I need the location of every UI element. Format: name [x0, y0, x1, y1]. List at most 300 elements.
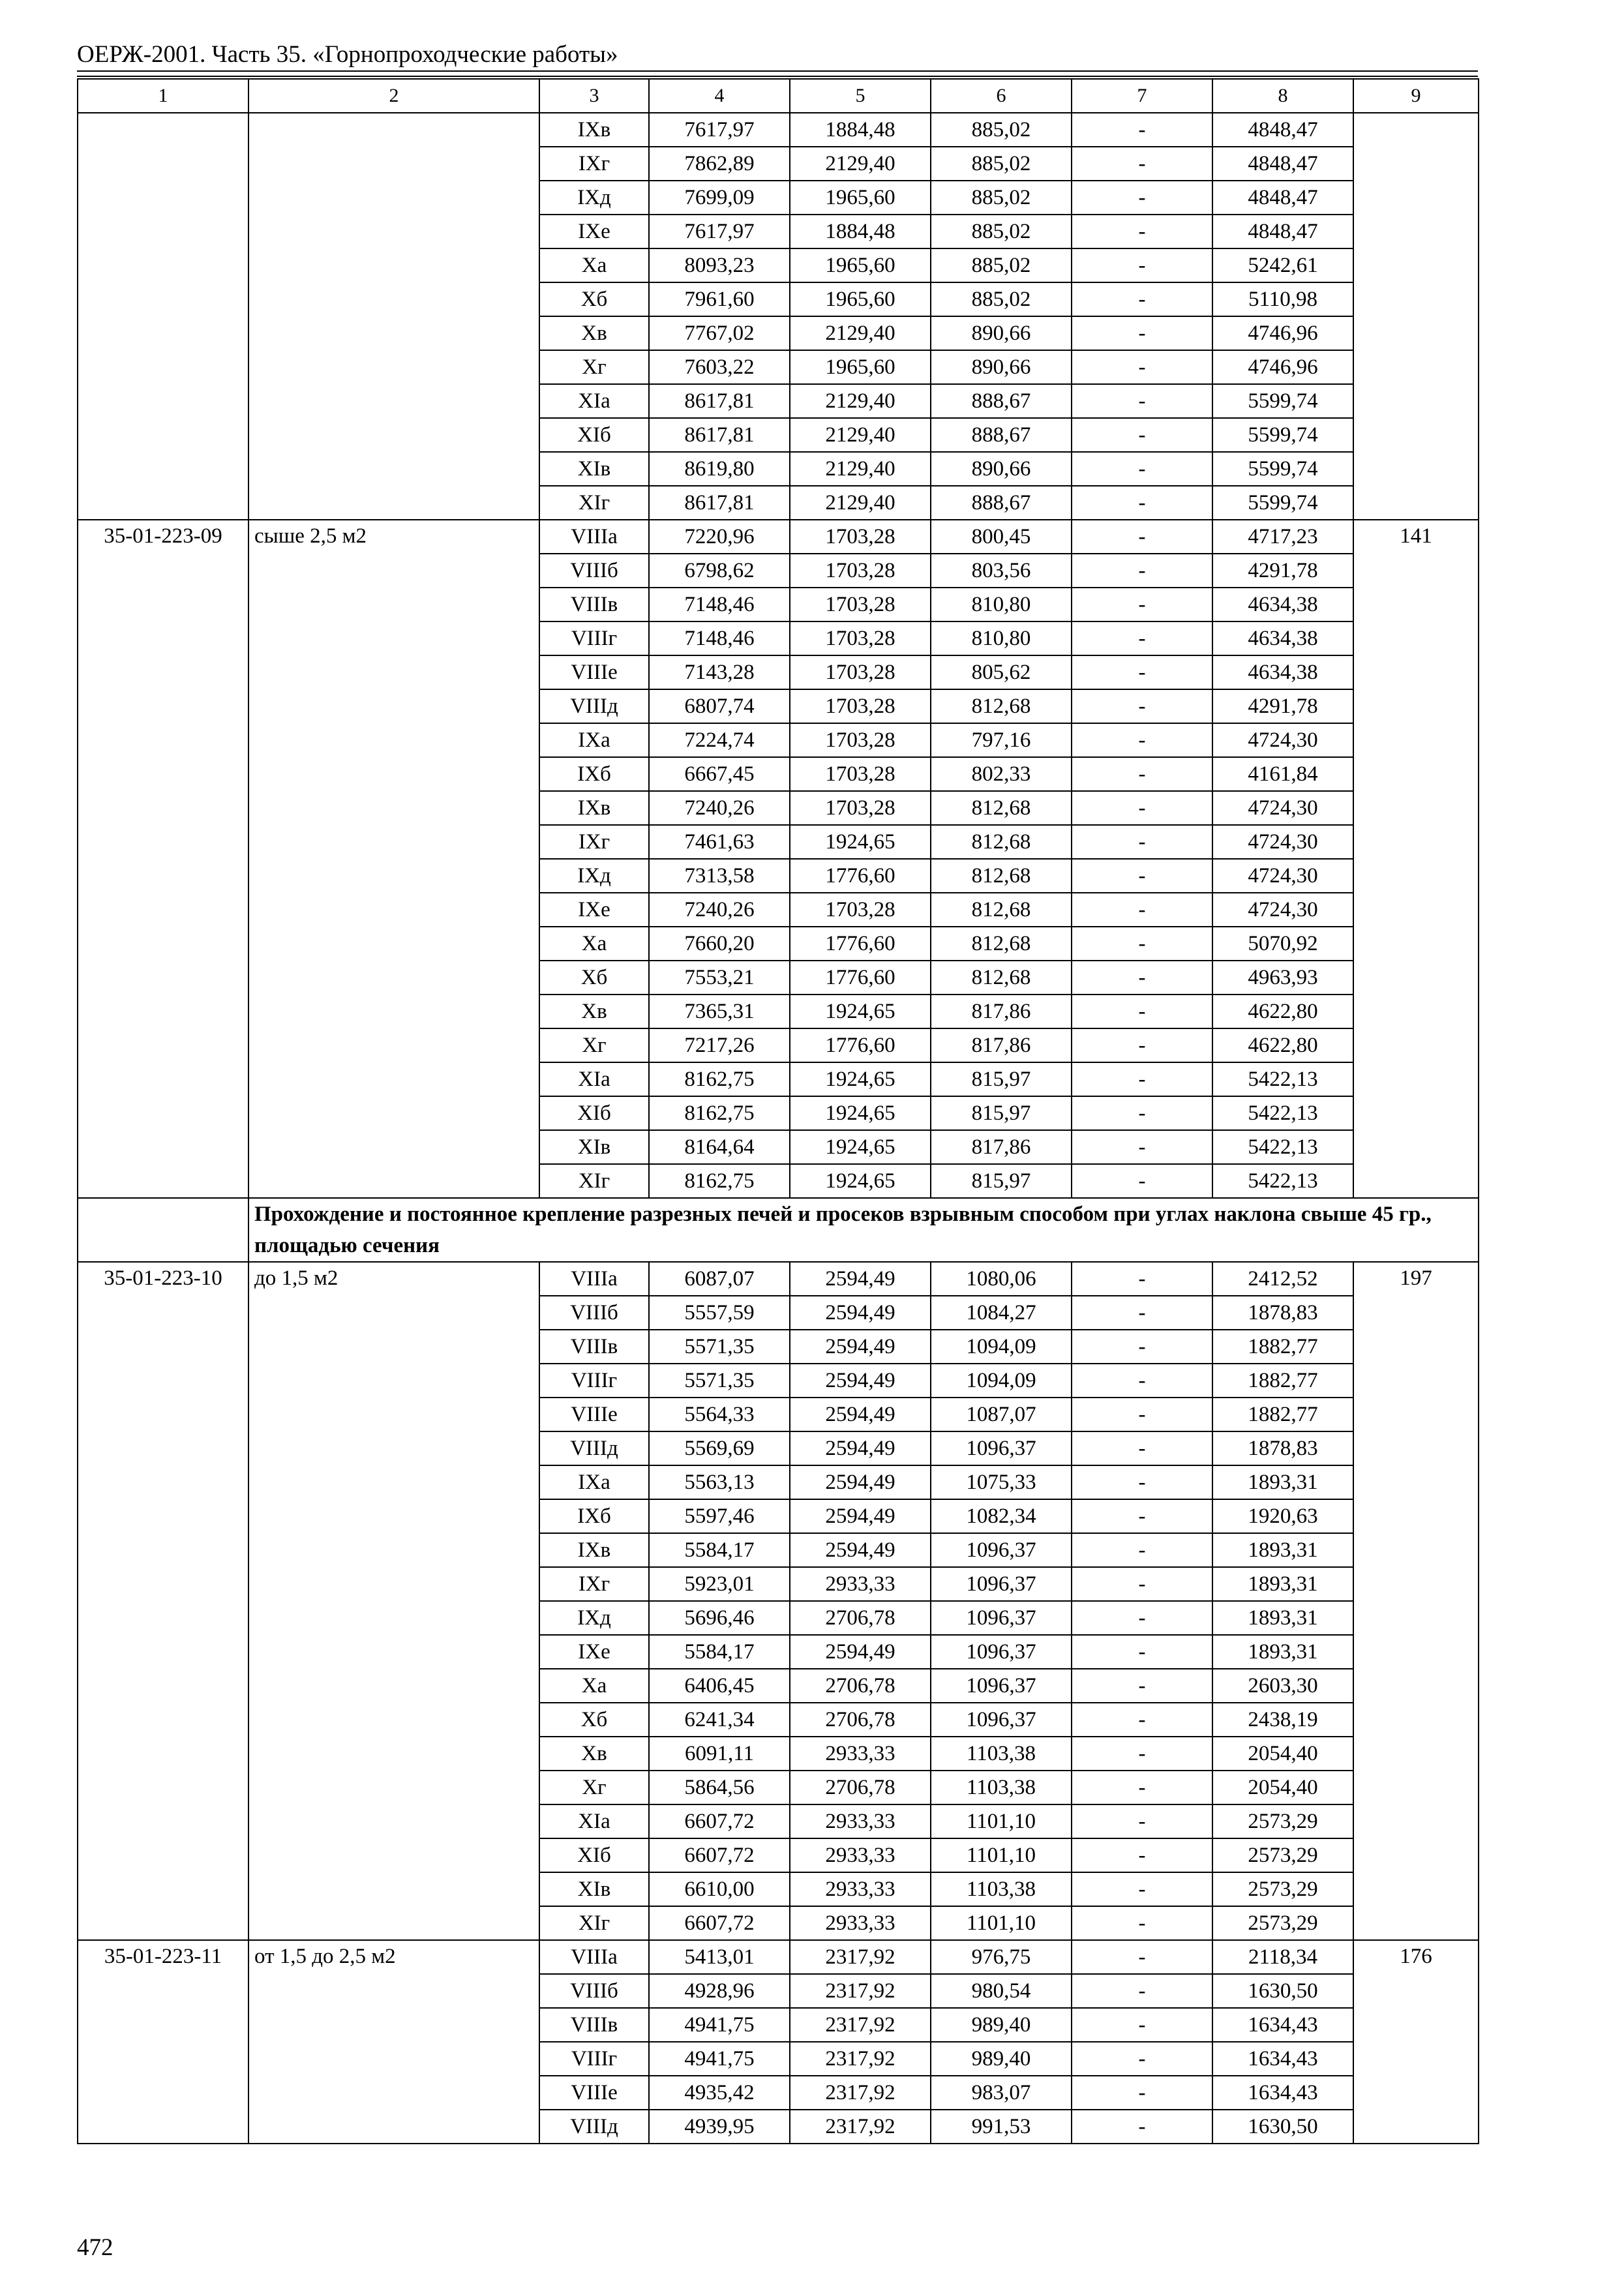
section-heading: Прохождение и постоянное крепление разрезных печей и просеков взрывным способом при углах наклона свыше 45 гр., площадью сечения — [248, 1198, 1479, 1262]
machine-cost-cell: 817,86 — [931, 1028, 1072, 1062]
resource-class-cell: Xа — [539, 1669, 649, 1703]
wages-cell: 2594,49 — [790, 1465, 931, 1499]
materials-cell: 1893,31 — [1212, 1533, 1353, 1567]
resource-class-cell: IXа — [539, 1465, 649, 1499]
section-heading-row — [78, 1198, 1479, 1262]
driver-wages-cell: - — [1072, 1398, 1212, 1431]
page-number: 472 — [77, 2234, 113, 2261]
driver-wages-cell: - — [1072, 1296, 1212, 1330]
direct-cost-cell: 7961,60 — [649, 282, 790, 316]
wages-cell: 1776,60 — [790, 1028, 931, 1062]
driver-wages-cell: - — [1072, 1533, 1212, 1567]
wages-cell: 2129,40 — [790, 486, 931, 520]
materials-cell: 4724,30 — [1212, 893, 1353, 927]
machine-cost-cell: 888,67 — [931, 418, 1072, 452]
driver-wages-cell: - — [1072, 1499, 1212, 1533]
machine-cost-cell: 1101,10 — [931, 1804, 1072, 1838]
machine-cost-cell: 812,68 — [931, 791, 1072, 825]
wages-cell: 2933,33 — [790, 1804, 931, 1838]
resource-class-cell: IXа — [539, 723, 649, 757]
materials-cell: 4848,47 — [1212, 215, 1353, 248]
materials-cell: 5070,92 — [1212, 927, 1353, 961]
machine-cost-cell: 1103,38 — [931, 1771, 1072, 1804]
direct-cost-cell: 7862,89 — [649, 147, 790, 181]
driver-wages-cell: - — [1072, 1364, 1212, 1398]
machine-cost-cell: 983,07 — [931, 2076, 1072, 2110]
materials-cell: 4634,38 — [1212, 621, 1353, 655]
direct-cost-cell: 7767,02 — [649, 316, 790, 350]
materials-cell: 5422,13 — [1212, 1164, 1353, 1198]
resource-class-cell: VIIIа — [539, 520, 649, 554]
driver-wages-cell: - — [1072, 655, 1212, 689]
resource-class-cell: IXг — [539, 825, 649, 859]
resource-class-cell: VIIIг — [539, 1364, 649, 1398]
resource-class-cell: IXг — [539, 1567, 649, 1601]
materials-cell: 2603,30 — [1212, 1669, 1353, 1703]
wages-cell: 1703,28 — [790, 588, 931, 621]
direct-cost-cell: 6607,72 — [649, 1838, 790, 1872]
machine-cost-cell: 817,86 — [931, 995, 1072, 1028]
wages-cell: 2706,78 — [790, 1601, 931, 1635]
driver-wages-cell: - — [1072, 1096, 1212, 1130]
materials-cell: 5422,13 — [1212, 1096, 1353, 1130]
resource-class-cell: XIв — [539, 1130, 649, 1164]
wages-cell: 1924,65 — [790, 1096, 931, 1130]
driver-wages-cell: - — [1072, 927, 1212, 961]
resource-class-cell: Xв — [539, 1737, 649, 1771]
resource-class-cell: IXе — [539, 893, 649, 927]
machine-cost-cell: 1094,09 — [931, 1330, 1072, 1364]
driver-wages-cell: - — [1072, 859, 1212, 893]
machine-cost-cell: 1096,37 — [931, 1601, 1072, 1635]
machine-cost-cell: 1094,09 — [931, 1364, 1072, 1398]
resource-class-cell: XIа — [539, 384, 649, 418]
materials-cell: 1634,43 — [1212, 2042, 1353, 2076]
driver-wages-cell: - — [1072, 1601, 1212, 1635]
resource-class-cell: XIа — [539, 1804, 649, 1838]
labor-cost-cell: 176 — [1353, 1940, 1479, 2144]
wages-cell: 2129,40 — [790, 452, 931, 486]
direct-cost-cell: 5413,01 — [649, 1940, 790, 1974]
machine-cost-cell: 817,86 — [931, 1130, 1072, 1164]
wages-cell: 2317,92 — [790, 1940, 931, 1974]
materials-cell: 4634,38 — [1212, 588, 1353, 621]
direct-cost-cell: 7660,20 — [649, 927, 790, 961]
machine-cost-cell: 989,40 — [931, 2042, 1072, 2076]
wages-cell: 1924,65 — [790, 1130, 931, 1164]
direct-cost-cell: 5563,13 — [649, 1465, 790, 1499]
materials-cell: 1634,43 — [1212, 2008, 1353, 2042]
driver-wages-cell: - — [1072, 1431, 1212, 1465]
materials-cell: 2573,29 — [1212, 1906, 1353, 1940]
direct-cost-cell: 7461,63 — [649, 825, 790, 859]
machine-cost-cell: 812,68 — [931, 893, 1072, 927]
table-body — [78, 79, 1479, 2144]
driver-wages-cell: - — [1072, 1838, 1212, 1872]
column-number-cell: 5 — [790, 79, 931, 113]
direct-cost-cell: 4928,96 — [649, 1974, 790, 2008]
direct-cost-cell: 7553,21 — [649, 961, 790, 995]
rate-code-cell: 35-01-223-10 — [78, 1262, 248, 1940]
wages-cell: 2317,92 — [790, 2008, 931, 2042]
driver-wages-cell: - — [1072, 1635, 1212, 1669]
resource-class-cell: Xв — [539, 316, 649, 350]
wages-cell: 1924,65 — [790, 995, 931, 1028]
work-name-cell — [248, 113, 539, 520]
wages-cell: 2706,78 — [790, 1669, 931, 1703]
driver-wages-cell: - — [1072, 1028, 1212, 1062]
materials-cell: 1878,83 — [1212, 1296, 1353, 1330]
materials-cell: 1878,83 — [1212, 1431, 1353, 1465]
direct-cost-cell: 8093,23 — [649, 248, 790, 282]
machine-cost-cell: 805,62 — [931, 655, 1072, 689]
driver-wages-cell: - — [1072, 723, 1212, 757]
materials-cell: 4963,93 — [1212, 961, 1353, 995]
resource-class-cell: XIг — [539, 1164, 649, 1198]
resource-class-cell: VIIIе — [539, 655, 649, 689]
resource-class-cell: VIIIе — [539, 1398, 649, 1431]
machine-cost-cell: 980,54 — [931, 1974, 1072, 2008]
direct-cost-cell: 6610,00 — [649, 1872, 790, 1906]
driver-wages-cell: - — [1072, 350, 1212, 384]
direct-cost-cell: 8162,75 — [649, 1096, 790, 1130]
wages-cell: 1965,60 — [790, 350, 931, 384]
direct-cost-cell: 7240,26 — [649, 893, 790, 927]
wages-cell: 2129,40 — [790, 316, 931, 350]
materials-cell: 5599,74 — [1212, 384, 1353, 418]
machine-cost-cell: 1096,37 — [931, 1635, 1072, 1669]
machine-cost-cell: 885,02 — [931, 181, 1072, 215]
direct-cost-cell: 6667,45 — [649, 757, 790, 791]
machine-cost-cell: 812,68 — [931, 859, 1072, 893]
direct-cost-cell: 5571,35 — [649, 1330, 790, 1364]
rate-code-cell — [78, 113, 248, 520]
wages-cell: 1703,28 — [790, 893, 931, 927]
wages-cell: 2129,40 — [790, 147, 931, 181]
materials-cell: 2573,29 — [1212, 1804, 1353, 1838]
machine-cost-cell: 1101,10 — [931, 1838, 1072, 1872]
materials-cell: 4848,47 — [1212, 113, 1353, 147]
materials-cell: 4717,23 — [1212, 520, 1353, 554]
driver-wages-cell: - — [1072, 961, 1212, 995]
machine-cost-cell: 1075,33 — [931, 1465, 1072, 1499]
direct-cost-cell: 8617,81 — [649, 486, 790, 520]
wages-cell: 2933,33 — [790, 1838, 931, 1872]
direct-cost-cell: 7224,74 — [649, 723, 790, 757]
materials-cell: 4848,47 — [1212, 147, 1353, 181]
resource-class-cell: Xб — [539, 1703, 649, 1737]
direct-cost-cell: 6241,34 — [649, 1703, 790, 1737]
direct-cost-cell: 5584,17 — [649, 1635, 790, 1669]
section-spacer-cell — [78, 1198, 248, 1262]
driver-wages-cell: - — [1072, 282, 1212, 316]
materials-cell: 4724,30 — [1212, 825, 1353, 859]
direct-cost-cell: 8164,64 — [649, 1130, 790, 1164]
wages-cell: 1703,28 — [790, 520, 931, 554]
resource-class-cell: VIIIв — [539, 1330, 649, 1364]
driver-wages-cell: - — [1072, 418, 1212, 452]
driver-wages-cell: - — [1072, 1330, 1212, 1364]
materials-cell: 2438,19 — [1212, 1703, 1353, 1737]
wages-cell: 2933,33 — [790, 1567, 931, 1601]
machine-cost-cell: 812,68 — [931, 825, 1072, 859]
driver-wages-cell: - — [1072, 1062, 1212, 1096]
materials-cell: 4746,96 — [1212, 350, 1353, 384]
machine-cost-cell: 1087,07 — [931, 1398, 1072, 1431]
wages-cell: 1703,28 — [790, 723, 931, 757]
driver-wages-cell: - — [1072, 2008, 1212, 2042]
driver-wages-cell: - — [1072, 1130, 1212, 1164]
labor-cost-cell: 197 — [1353, 1262, 1479, 1940]
wages-cell: 2594,49 — [790, 1262, 931, 1296]
materials-cell: 4724,30 — [1212, 859, 1353, 893]
column-number-cell: 1 — [78, 79, 248, 113]
resource-class-cell: VIIIг — [539, 621, 649, 655]
driver-wages-cell: - — [1072, 825, 1212, 859]
resource-class-cell: Xг — [539, 1028, 649, 1062]
column-number-cell: 2 — [248, 79, 539, 113]
materials-cell: 4291,78 — [1212, 689, 1353, 723]
materials-cell: 4622,80 — [1212, 1028, 1353, 1062]
materials-cell: 1882,77 — [1212, 1364, 1353, 1398]
wages-cell: 2706,78 — [790, 1771, 931, 1804]
machine-cost-cell: 1080,06 — [931, 1262, 1072, 1296]
resource-class-cell: XIг — [539, 1906, 649, 1940]
machine-cost-cell: 885,02 — [931, 248, 1072, 282]
driver-wages-cell: - — [1072, 621, 1212, 655]
column-number-cell: 4 — [649, 79, 790, 113]
driver-wages-cell: - — [1072, 2042, 1212, 2076]
wages-cell: 1965,60 — [790, 248, 931, 282]
column-number-row — [78, 79, 1479, 113]
machine-cost-cell: 803,56 — [931, 554, 1072, 588]
materials-cell: 4634,38 — [1212, 655, 1353, 689]
machine-cost-cell: 812,68 — [931, 961, 1072, 995]
driver-wages-cell: - — [1072, 1974, 1212, 2008]
driver-wages-cell: - — [1072, 1703, 1212, 1737]
direct-cost-cell: 8162,75 — [649, 1164, 790, 1198]
direct-cost-cell: 8162,75 — [649, 1062, 790, 1096]
materials-cell: 1893,31 — [1212, 1567, 1353, 1601]
resource-class-cell: XIв — [539, 1872, 649, 1906]
materials-cell: 4161,84 — [1212, 757, 1353, 791]
machine-cost-cell: 885,02 — [931, 147, 1072, 181]
direct-cost-cell: 5923,01 — [649, 1567, 790, 1601]
machine-cost-cell: 802,33 — [931, 757, 1072, 791]
resource-class-cell: VIIIб — [539, 1296, 649, 1330]
materials-cell: 5599,74 — [1212, 418, 1353, 452]
driver-wages-cell: - — [1072, 1906, 1212, 1940]
materials-cell: 2054,40 — [1212, 1737, 1353, 1771]
machine-cost-cell: 812,68 — [931, 689, 1072, 723]
direct-cost-cell: 7148,46 — [649, 588, 790, 621]
driver-wages-cell: - — [1072, 452, 1212, 486]
driver-wages-cell: - — [1072, 181, 1212, 215]
machine-cost-cell: 1103,38 — [931, 1872, 1072, 1906]
direct-cost-cell: 6406,45 — [649, 1669, 790, 1703]
machine-cost-cell: 890,66 — [931, 452, 1072, 486]
resource-class-cell: IXб — [539, 1499, 649, 1533]
machine-cost-cell: 1101,10 — [931, 1906, 1072, 1940]
wages-cell: 1703,28 — [790, 757, 931, 791]
machine-cost-cell: 888,67 — [931, 486, 1072, 520]
driver-wages-cell: - — [1072, 893, 1212, 927]
machine-cost-cell: 797,16 — [931, 723, 1072, 757]
machine-cost-cell: 885,02 — [931, 215, 1072, 248]
direct-cost-cell: 7240,26 — [649, 791, 790, 825]
materials-cell: 5422,13 — [1212, 1062, 1353, 1096]
direct-cost-cell: 5864,56 — [649, 1771, 790, 1804]
driver-wages-cell: - — [1072, 1465, 1212, 1499]
driver-wages-cell: - — [1072, 2110, 1212, 2144]
materials-cell: 1882,77 — [1212, 1330, 1353, 1364]
machine-cost-cell: 812,68 — [931, 927, 1072, 961]
machine-cost-cell: 1096,37 — [931, 1703, 1072, 1737]
resource-class-cell: VIIIв — [539, 588, 649, 621]
machine-cost-cell: 1096,37 — [931, 1567, 1072, 1601]
materials-cell: 1893,31 — [1212, 1465, 1353, 1499]
wages-cell: 2317,92 — [790, 1974, 931, 2008]
machine-cost-cell: 1103,38 — [931, 1737, 1072, 1771]
wages-cell: 2933,33 — [790, 1906, 931, 1940]
machine-cost-cell: 989,40 — [931, 2008, 1072, 2042]
wages-cell: 1924,65 — [790, 825, 931, 859]
driver-wages-cell: - — [1072, 316, 1212, 350]
materials-cell: 5110,98 — [1212, 282, 1353, 316]
resource-class-cell: XIв — [539, 452, 649, 486]
resource-class-cell: VIIIа — [539, 1940, 649, 1974]
resource-class-cell: IXд — [539, 1601, 649, 1635]
resource-class-cell: XIб — [539, 1838, 649, 1872]
materials-cell: 1882,77 — [1212, 1398, 1353, 1431]
direct-cost-cell: 5569,69 — [649, 1431, 790, 1465]
column-number-cell: 7 — [1072, 79, 1212, 113]
materials-cell: 4291,78 — [1212, 554, 1353, 588]
materials-cell: 1893,31 — [1212, 1635, 1353, 1669]
materials-cell: 4848,47 — [1212, 181, 1353, 215]
resource-class-cell: Xа — [539, 248, 649, 282]
machine-cost-cell: 888,67 — [931, 384, 1072, 418]
materials-cell: 1920,63 — [1212, 1499, 1353, 1533]
direct-cost-cell: 6807,74 — [649, 689, 790, 723]
column-number-cell: 9 — [1353, 79, 1479, 113]
machine-cost-cell: 810,80 — [931, 588, 1072, 621]
resource-class-cell: VIIIе — [539, 2076, 649, 2110]
resource-class-cell: IXв — [539, 1533, 649, 1567]
resource-class-cell: VIIIд — [539, 2110, 649, 2144]
direct-cost-cell: 6091,11 — [649, 1737, 790, 1771]
wages-cell: 2594,49 — [790, 1296, 931, 1330]
driver-wages-cell: - — [1072, 384, 1212, 418]
wages-cell: 2129,40 — [790, 418, 931, 452]
wages-cell: 1884,48 — [790, 113, 931, 147]
machine-cost-cell: 890,66 — [931, 350, 1072, 384]
driver-wages-cell: - — [1072, 1771, 1212, 1804]
wages-cell: 1703,28 — [790, 554, 931, 588]
direct-cost-cell: 7617,97 — [649, 215, 790, 248]
direct-cost-cell: 7143,28 — [649, 655, 790, 689]
page-title: ОЕРЖ-2001. Часть 35. «Горнопроходческие работы» — [77, 41, 618, 68]
resource-class-cell: VIIIа — [539, 1262, 649, 1296]
work-name-cell: до 1,5 м2 — [248, 1262, 539, 1940]
direct-cost-cell: 5696,46 — [649, 1601, 790, 1635]
resource-class-cell: XIб — [539, 1096, 649, 1130]
driver-wages-cell: - — [1072, 248, 1212, 282]
driver-wages-cell: - — [1072, 588, 1212, 621]
driver-wages-cell: - — [1072, 1872, 1212, 1906]
resource-class-cell: VIIIд — [539, 689, 649, 723]
machine-cost-cell: 1096,37 — [931, 1669, 1072, 1703]
direct-cost-cell: 7220,96 — [649, 520, 790, 554]
direct-cost-cell: 7148,46 — [649, 621, 790, 655]
driver-wages-cell: - — [1072, 791, 1212, 825]
driver-wages-cell: - — [1072, 486, 1212, 520]
machine-cost-cell: 885,02 — [931, 113, 1072, 147]
machine-cost-cell: 815,97 — [931, 1062, 1072, 1096]
resource-class-cell: IXг — [539, 147, 649, 181]
column-number-cell: 8 — [1212, 79, 1353, 113]
resource-class-cell: Xв — [539, 995, 649, 1028]
wages-cell: 2594,49 — [790, 1398, 931, 1431]
wages-cell: 1703,28 — [790, 689, 931, 723]
resource-class-cell: Xб — [539, 961, 649, 995]
driver-wages-cell: - — [1072, 689, 1212, 723]
resource-class-cell: IXв — [539, 791, 649, 825]
wages-cell: 1703,28 — [790, 655, 931, 689]
wages-cell: 2594,49 — [790, 1499, 931, 1533]
wages-cell: 2129,40 — [790, 384, 931, 418]
materials-cell: 4622,80 — [1212, 995, 1353, 1028]
materials-cell: 5422,13 — [1212, 1130, 1353, 1164]
direct-cost-cell: 6798,62 — [649, 554, 790, 588]
resource-class-cell: Xб — [539, 282, 649, 316]
machine-cost-cell: 890,66 — [931, 316, 1072, 350]
wages-cell: 1924,65 — [790, 1164, 931, 1198]
direct-cost-cell: 5564,33 — [649, 1398, 790, 1431]
resource-class-cell: VIIIг — [539, 2042, 649, 2076]
price-table — [77, 78, 1479, 2144]
direct-cost-cell: 4941,75 — [649, 2042, 790, 2076]
machine-cost-cell: 810,80 — [931, 621, 1072, 655]
table-row — [78, 1940, 1479, 1974]
driver-wages-cell: - — [1072, 147, 1212, 181]
materials-cell: 5242,61 — [1212, 248, 1353, 282]
wages-cell: 1776,60 — [790, 961, 931, 995]
driver-wages-cell: - — [1072, 520, 1212, 554]
machine-cost-cell: 885,02 — [931, 282, 1072, 316]
wages-cell: 2933,33 — [790, 1872, 931, 1906]
materials-cell: 1630,50 — [1212, 1974, 1353, 2008]
wages-cell: 1703,28 — [790, 621, 931, 655]
wages-cell: 2594,49 — [790, 1330, 931, 1364]
driver-wages-cell: - — [1072, 1940, 1212, 1974]
table-row — [78, 1262, 1479, 1296]
wages-cell: 1965,60 — [790, 282, 931, 316]
materials-cell: 2118,34 — [1212, 1940, 1353, 1974]
direct-cost-cell: 5584,17 — [649, 1533, 790, 1567]
materials-cell: 4724,30 — [1212, 723, 1353, 757]
title-rule-bottom — [77, 76, 1478, 77]
machine-cost-cell: 815,97 — [931, 1164, 1072, 1198]
direct-cost-cell: 8617,81 — [649, 418, 790, 452]
table-row — [78, 520, 1479, 554]
resource-class-cell: IXе — [539, 215, 649, 248]
materials-cell: 2054,40 — [1212, 1771, 1353, 1804]
direct-cost-cell: 4935,42 — [649, 2076, 790, 2110]
materials-cell: 4746,96 — [1212, 316, 1353, 350]
resource-class-cell: IXб — [539, 757, 649, 791]
driver-wages-cell: - — [1072, 1804, 1212, 1838]
